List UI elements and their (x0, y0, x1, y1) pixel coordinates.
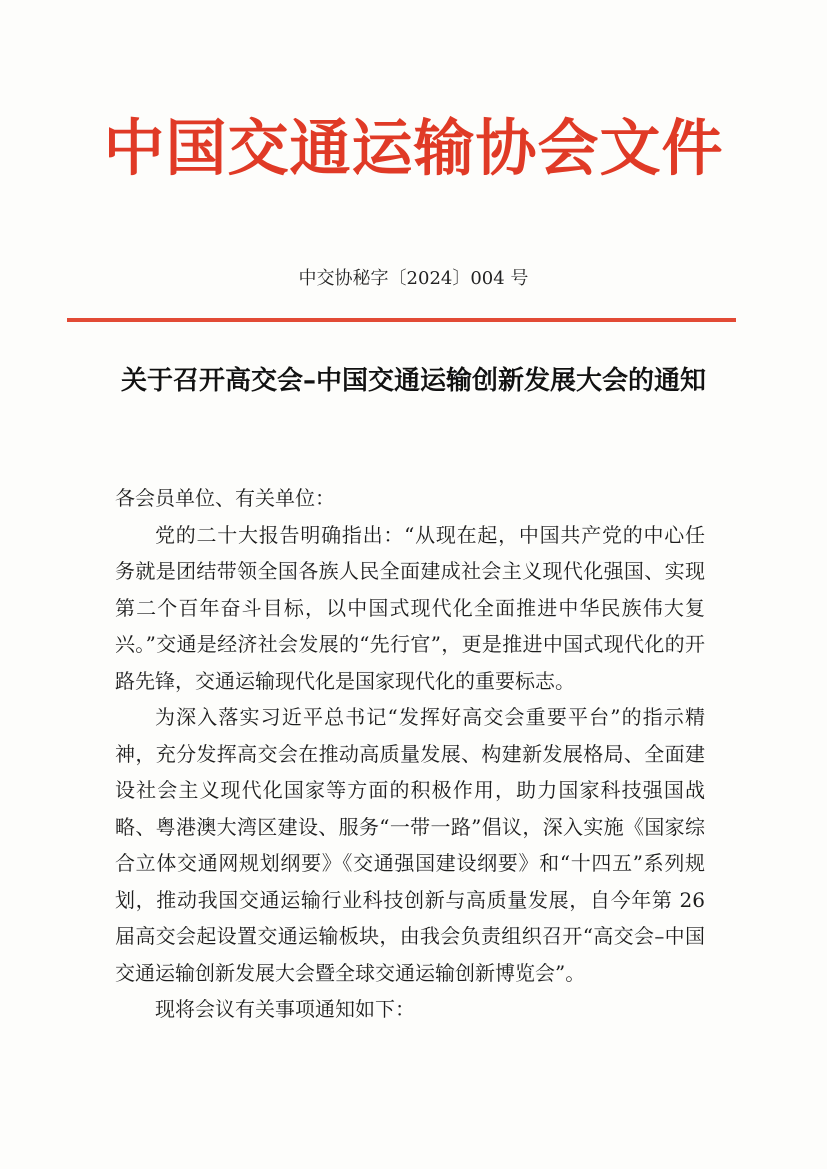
paragraph: 党的二十大报告明确指出：“从现在起，中国共产党的中心任务就是团结带领全国各族人民全面建成社会主义现代化强国、实现第二个百年奋斗目标，以中国式现代化全面推进中华民族伟大复兴。”交通是经济社会发展的“先行官”，更是推进中国式现代化的开路先锋，交通运输现代化是国家现代化的重要标志。 (115, 522, 705, 693)
paragraph: 现将会议有关事项通知如下： (155, 997, 415, 1021)
document-header-title: 中国交通运输协会文件 (103, 113, 724, 184)
header-divider (67, 318, 736, 322)
document-number: 中交协秘字〔2024〕004 号 (298, 268, 529, 289)
notice-title: 关于召开高交会–中国交通运输创新发展大会的通知 (120, 366, 706, 396)
document-body (115, 480, 705, 1028)
paragraph: 为深入落实习近平总书记“发挥好高交会重要平台”的指示精神，充分发挥高交会在推动高质量发展、构建新发展格局、全面建设社会主义现代化国家等方面的积极作用，助力国家科技强国战略、粤港澳大湾区建设、服务“一带一路”倡议，深入实施《国家综合立体交通网规划纲要》《交通强国建设纲要》和“十四五”系列规划，推动我国交通运输行业科技创新与高质量发展，自今年第 26 届高交会起设置交通运输板块，由我会负责组织召开“高交会–中国交通运输创新发展大会暨全球交通运输创新博览会”。 (115, 705, 705, 985)
salutation: 各会员单位、有关单位： (115, 486, 335, 510)
